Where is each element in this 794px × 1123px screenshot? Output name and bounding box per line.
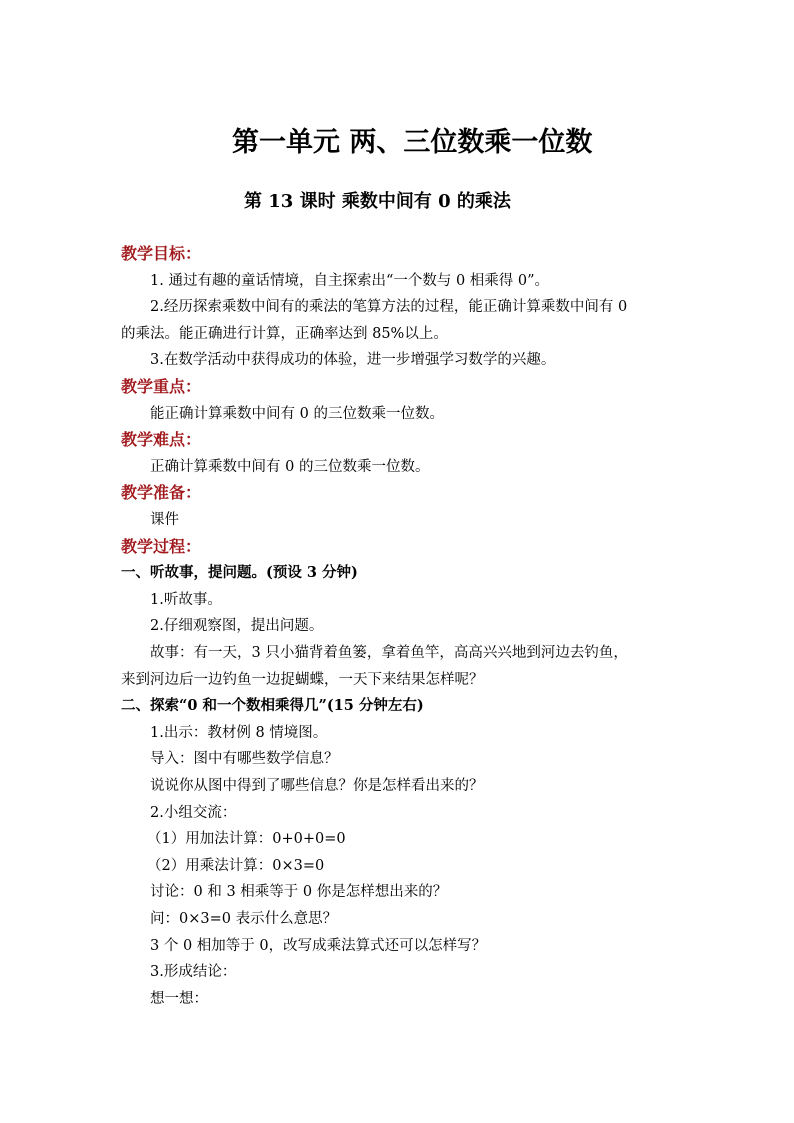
body-line: 2.仔细观察图，提出问题。 (150, 618, 324, 634)
body-line: 2.小组交流： (150, 805, 237, 821)
section-heading: 教学重点： (121, 377, 202, 396)
body-line: 二、探索“0 和一个数相乘得几”(15 分钟左右) (121, 697, 424, 714)
section-heading: 教学目标： (121, 244, 202, 263)
body-line: （1）用加法计算：0+0+0=0 (147, 831, 346, 847)
body-line: 1.出示：教材例 8 情境图。 (150, 725, 328, 741)
body-line: 能正确计算乘数中间有 0 的三位数乘一位数。 (150, 406, 444, 422)
section-heading: 教学难点： (121, 430, 202, 449)
body-line: 讨论：0 和 3 相乘等于 0 你是怎样想出来的？ (150, 884, 448, 900)
body-line: 一、听故事，提问题。(预设 3 分钟) (121, 564, 358, 581)
body-line: 2.经历探索乘数中间有的乘法的笔算方法的过程，能正确计算乘数中间有 0 (150, 299, 628, 315)
body-line: 导入：图中有哪些数学信息？ (150, 751, 339, 767)
body-line: 1. 通过有趣的童话情境，自主探索出“一个数与 0 相乘得 0”。 (150, 273, 550, 289)
body-line: （2）用乘法计算：0×3=0 (147, 858, 325, 874)
body-line: 1.听故事。 (150, 592, 222, 608)
body-line: 问：0×3=0 表示什么意思？ (150, 911, 338, 927)
body-line: 来到河边后一边钓鱼一边捉蝴蝶，一天下来结果怎样呢？ (121, 672, 484, 688)
page-title: 第一单元 两、三位数乘一位数 (232, 127, 593, 158)
body-line: 想一想： (150, 991, 208, 1007)
body-line: 3 个 0 相加等于 0，改写成乘法算式还可以怎样写？ (150, 938, 487, 954)
body-line: 的乘法。能正确进行计算，正确率达到 85%以上。 (121, 326, 448, 342)
body-line: 正确计算乘数中间有 0 的三位数乘一位数。 (150, 459, 430, 475)
lesson-subtitle: 第 13 课时 乘数中间有 0 的乘法 (244, 191, 511, 212)
body-line: 3.在数学活动中获得成功的体验，进一步增强学习数学的兴趣。 (150, 352, 556, 368)
body-line: 3.形成结论： (150, 964, 237, 980)
section-heading: 教学准备： (121, 483, 202, 502)
body-line: 课件 (150, 512, 179, 528)
body-line: 说说你从图中得到了哪些信息？你是怎样看出来的？ (150, 778, 484, 794)
section-heading: 教学过程： (121, 537, 202, 556)
body-line: 故事：有一天，3 只小猫背着鱼篓，拿着鱼竿，高高兴兴地到河边去钓鱼， (150, 645, 628, 661)
